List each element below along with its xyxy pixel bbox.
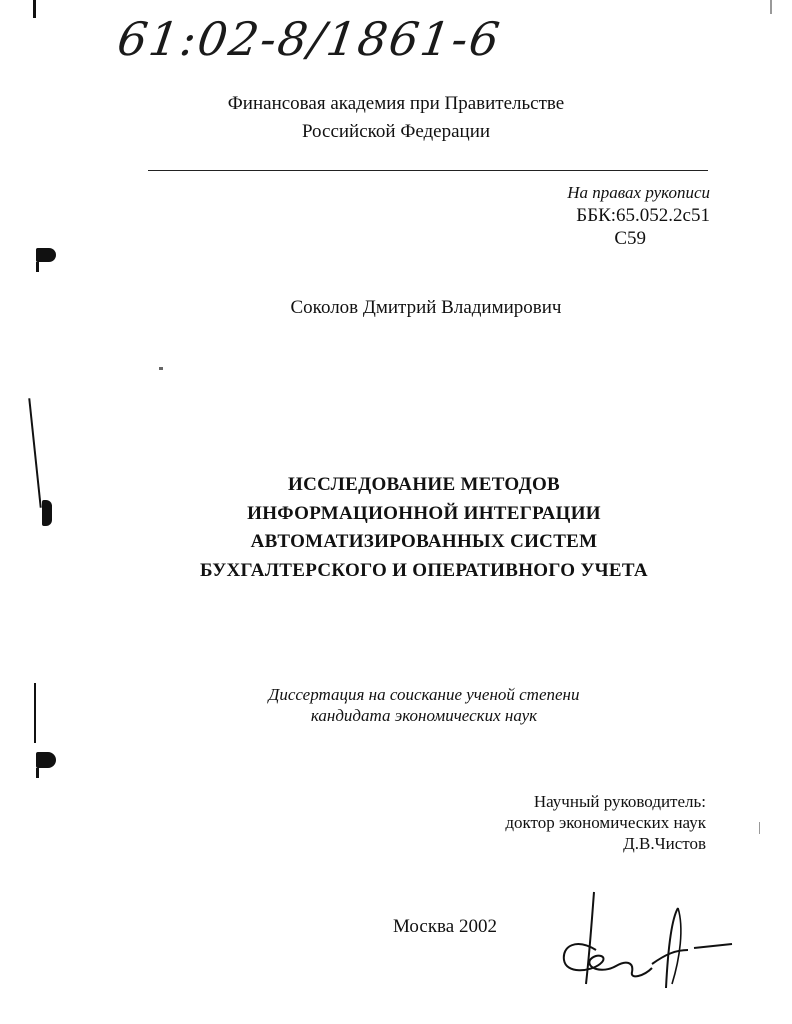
title-line: АВТОМАТИЗИРОВАННЫХ СИСТЕМ — [250, 531, 598, 552]
scan-edge-mark — [36, 752, 56, 768]
scan-dot — [759, 822, 760, 834]
organization-line-2: Российской Федерации — [301, 121, 491, 142]
dissertation-title — [0, 471, 792, 585]
signature-graphic — [556, 888, 736, 998]
advisor-block — [505, 791, 706, 854]
title-line: ИССЛЕДОВАНИЕ МЕТОДОВ — [288, 474, 560, 495]
organization-line-1: Финансовая академия при Правительстве — [227, 93, 565, 114]
archive-code: 61:02-8/1861-6 — [114, 12, 505, 66]
advisor-label: Научный руководитель: — [533, 792, 706, 811]
scan-edge-mark — [770, 0, 772, 14]
manuscript-note: На правах рукописи — [567, 183, 710, 202]
author-name: Соколов Дмитрий Владимирович — [290, 297, 562, 318]
scan-dot — [159, 367, 163, 370]
header-divider — [148, 170, 708, 171]
thesis-line-1: Диссертация на соискание ученой степени — [268, 685, 580, 704]
advisor-name: Д.В.Чистов — [623, 834, 706, 853]
scan-edge-mark — [36, 248, 56, 262]
bbk-code: ББК:65.052.2с51 — [576, 205, 710, 226]
scan-edge-mark — [36, 768, 39, 778]
advisor-degree: доктор экономических наук — [505, 813, 706, 832]
udc-code: С59 — [614, 228, 646, 249]
scan-edge-mark — [33, 0, 36, 18]
thesis-description — [0, 684, 792, 726]
title-line: БУХГАЛТЕРСКОГО И ОПЕРАТИВНОГО УЧЕТА — [200, 559, 648, 581]
classification-block — [567, 181, 710, 250]
city-year: Москва 2002 — [393, 916, 497, 937]
thesis-line-2: кандидата экономических наук — [310, 706, 538, 725]
title-line: ИНФОРМАЦИОННОЙ ИНТЕГРАЦИИ — [247, 502, 601, 524]
scan-edge-mark — [36, 262, 39, 272]
